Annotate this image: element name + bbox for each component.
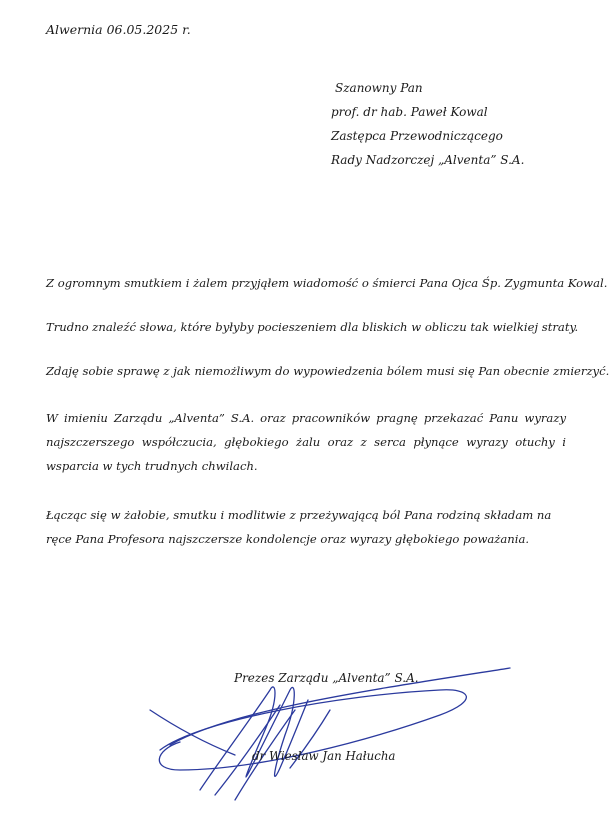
- addressee-salutation: Szanowny Pan: [335, 81, 423, 95]
- paragraph-4: W imieniu Zarządu „Alventa” S.A. oraz pracowników pragnę przekazać Panu wyrazy najszczerszego współczucia, głębokiego żalu oraz z serca płynące wyrazy otuchy i wsparcia w tych trudnych chwilach.: [46, 411, 566, 473]
- addressee-board: Rady Nadzorczej „Alventa” S.A.: [331, 153, 525, 167]
- addressee-role: Zastępca Przewodniczącego: [331, 129, 503, 143]
- paragraph-1: Z ogromnym smutkiem i żalem przyjąłem wiadomość o śmierci Pana Ojca Śp. Zygmunta Kowal.: [46, 276, 608, 290]
- place-date: Alwernia 06.05.2025 r.: [46, 22, 191, 37]
- addressee-name: prof. dr hab. Paweł Kowal: [331, 105, 488, 119]
- paragraph-5: Łącząc się w żałobie, smutku i modlitwie z przeżywającą ból Pana rodziną składam na ręce Pana Profesora najszczersze kondolencje oraz wyrazy głębokiego poważania.: [46, 508, 552, 546]
- signatory-title: Prezes Zarządu „Alventa” S.A.: [234, 671, 419, 685]
- paragraph-2: Trudno znaleźć słowa, które byłyby pocieszeniem dla bliskich w obliczu tak wielkiej straty.: [46, 320, 579, 334]
- signatory-name: dr Wiesław Jan Hałucha: [252, 749, 396, 763]
- paragraph-3: Zdaję sobie sprawę z jak niemożliwym do wypowiedzenia bólem musi się Pan obecnie zmierzyć.: [46, 364, 610, 378]
- addressee-block: [331, 76, 524, 172]
